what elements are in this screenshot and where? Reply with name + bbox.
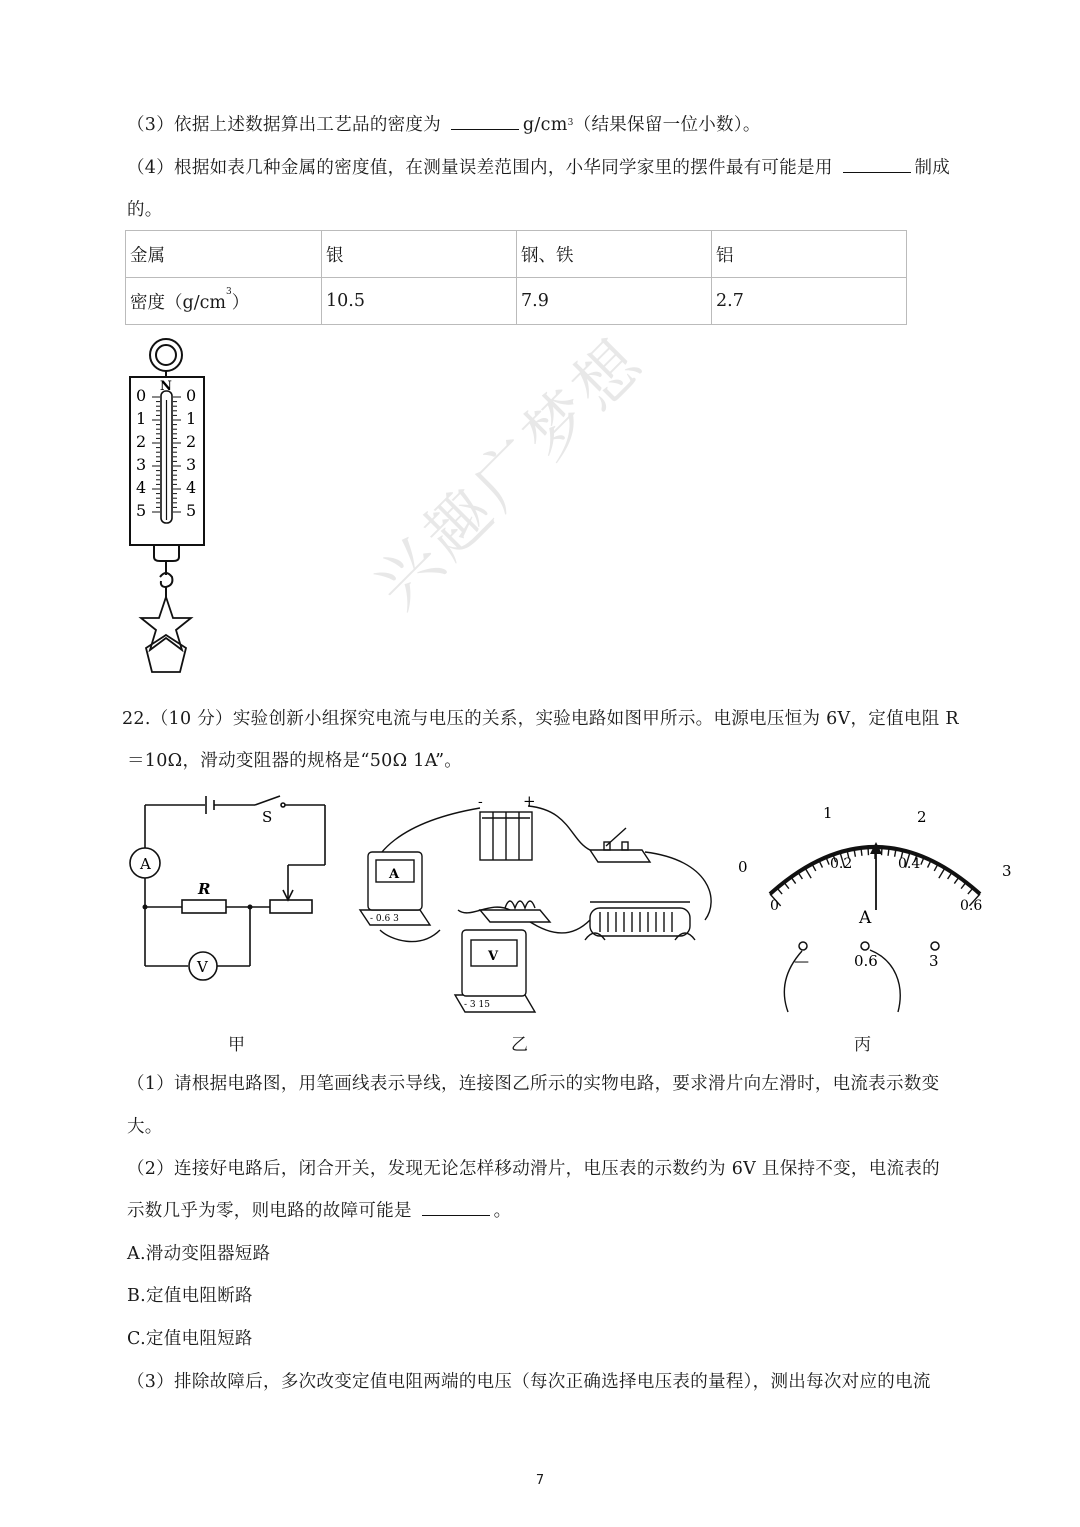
tick-label: 1 — [186, 409, 197, 428]
q21-part3: （3）依据上述数据算出工艺品的密度为 $g/cm^3$（结果保留一位小数）。 — [127, 112, 761, 138]
top-scale-0: 0 — [738, 858, 748, 876]
meter-unit-label: A — [859, 908, 872, 928]
table-cell: 铝 — [712, 231, 907, 278]
table-cell: 密度$(g/cm^3)$ — [126, 278, 322, 325]
table-cell: 钢、铁 — [517, 231, 712, 278]
dial-ticks — [770, 847, 980, 906]
tick-label: 1 — [136, 409, 147, 428]
q22-part2-line2: 示数几乎为零，则电路的故障可能是 。 — [127, 1198, 511, 1224]
answer-blank — [843, 155, 911, 173]
caption-jia: 甲 — [228, 1035, 245, 1055]
ammeter-symbol: A — [140, 855, 151, 873]
tick-label: 3 — [186, 455, 197, 474]
terminal-0.6: 0.6 — [854, 952, 878, 970]
q22-part1-line1: （1）请根据电路图，用笔画线表示导线，连接图乙所示的实物电路，要求滑片向左滑时，电流表示数变 — [127, 1074, 940, 1094]
option-a: A.滑动变阻器短路 — [127, 1244, 271, 1264]
table-cell: 银 — [322, 231, 517, 278]
top-scale-2: 2 — [917, 808, 927, 826]
unit-label: N — [160, 379, 172, 394]
q22-part1-line2: 大。 — [127, 1117, 163, 1137]
voltmeter-terminals: - 3 15 — [464, 1000, 490, 1010]
bottom-scale-1: 0.2 — [830, 856, 853, 872]
ammeter-dial-bing — [730, 790, 1030, 1030]
battery-minus: - — [478, 794, 483, 810]
top-scale-1: 1 — [823, 804, 833, 822]
tick-label: 3 — [136, 455, 147, 474]
density-table — [125, 230, 907, 325]
switch-label: S — [262, 808, 273, 826]
resistor-label: R — [198, 880, 211, 898]
tick-label: 5 — [136, 501, 147, 520]
voltmeter-symbol: V — [197, 958, 208, 976]
table-header-row — [126, 231, 907, 278]
page-number: 7 — [535, 1473, 545, 1488]
ammeter-terminals: - 0.6 3 — [370, 914, 399, 924]
bottom-scale-0: 0 — [770, 898, 779, 914]
table-cell: 10.5 — [322, 278, 517, 325]
tick-label: 0 — [136, 386, 147, 405]
table-cell: 2.7 — [712, 278, 907, 325]
caption-yi: 乙 — [511, 1035, 528, 1055]
terminal-3: 3 — [929, 952, 939, 970]
circuit-diagram-jia — [120, 790, 340, 990]
watermark: 兴趣广梦想 — [360, 323, 661, 623]
bottom-scale-3: 0.6 — [960, 898, 983, 914]
q22-line2: ＝10Ω，滑动变阻器的规格是“50Ω 1A”。 — [127, 751, 463, 771]
terminal-minus: — — [794, 952, 809, 970]
q21-part4-line1: （4）根据如表几种金属的密度值，在测量误差范围内，小华同学家里的摆件最有可能是用 制成 — [127, 155, 950, 181]
q22-line1: 22.（10 分）实验创新小组探究电流与电压的关系，实验电路如图甲所示。电源电压恒为 6V，定值电阻 R — [122, 709, 959, 729]
table-cell: 金属 — [126, 231, 322, 278]
tick-label: 0 — [186, 386, 197, 405]
bottom-scale-2: 0.4 — [898, 856, 921, 872]
answer-blank — [451, 112, 519, 130]
physical-circuit-yi — [350, 790, 725, 1020]
table-row — [126, 278, 907, 325]
voltmeter-label: V — [488, 949, 499, 964]
battery-plus: + — [523, 792, 536, 810]
table-cell: 7.9 — [517, 278, 712, 325]
tick-label: 5 — [186, 501, 197, 520]
tick-label: 2 — [136, 432, 147, 451]
top-scale-3: 3 — [1002, 862, 1012, 880]
answer-blank — [422, 1198, 490, 1216]
tick-label: 4 — [136, 478, 147, 497]
q22-part2-line1: （2）连接好电路后，闭合开关，发现无论怎样移动滑片，电压表的示数约为 6V 且保持不变，电流表的 — [127, 1159, 940, 1179]
ammeter-label: A — [389, 867, 400, 882]
caption-bing: 丙 — [854, 1035, 871, 1055]
spring-scale-figure — [120, 335, 220, 685]
q21-part4-line2: 的。 — [127, 200, 163, 220]
tick-label: 4 — [186, 478, 197, 497]
option-c: C.定值电阻短路 — [127, 1329, 253, 1349]
option-b: B.定值电阻断路 — [127, 1286, 253, 1306]
tick-label: 2 — [186, 432, 197, 451]
q22-part3-line1: （3）排除故障后，多次改变定值电阻两端的电压（每次正确选择电压表的量程），测出每次对应的电流 — [127, 1372, 931, 1392]
